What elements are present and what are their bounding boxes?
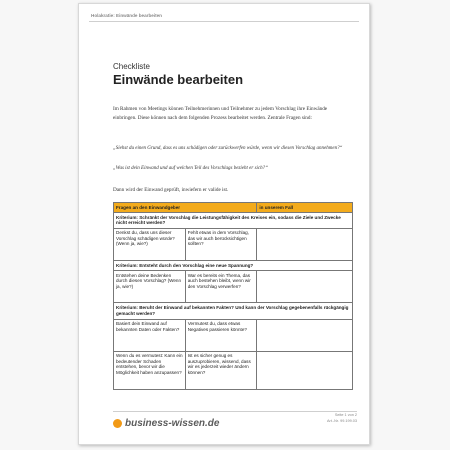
- criterion-2: Kriterium: Entsteht durch den Vorschlag eine neue Spannung?: [114, 260, 353, 271]
- brand-name: business-wissen.de: [125, 418, 220, 429]
- question-cell: Denkst du, dass uns dieser Vorschlag schädigen würde? (Wenn ja, wie?): [114, 228, 186, 260]
- intro-paragraph: Im Rahmen von Meetings können Teilnehmerinnen und Teilnehmer zu jedem Vorschlag ihre Einwände einbringen. Diese können nach dem folgenden Prozess bearbeitet werden. Zentrale Fragen sind:: [113, 106, 328, 121]
- column-header-our-case: in unserem Fall: [257, 203, 353, 213]
- criterion-3: Kriterium: Beruht der Einwand auf bekannten Fakten? Und kann der Vorschlag gegebenenfalls rückgängig gemacht werden?: [114, 303, 353, 319]
- criterion-row: [114, 212, 353, 228]
- question-cell: Fehlt etwas in dem Vorschlag, das wir auch berücksichtigen sollten?: [185, 228, 257, 260]
- criterion-row: [114, 303, 353, 319]
- brand-logo[interactable]: [113, 418, 219, 429]
- criterion-1: Kriterium: Schränkt der Vorschlag die Leistungsfähigkeit des Kreises ein, sodass die Ziele und Zwecke nicht erreicht werden?: [114, 212, 353, 228]
- question-cell: Basiert dein Einwand auf bekannten Daten oder Fakten?: [114, 319, 186, 351]
- article-number: Art.-Nr. 99.199.03: [327, 418, 357, 423]
- brand-dot-icon: [113, 419, 122, 428]
- table-header-row: [114, 203, 353, 213]
- page-number: Seite 1 von 2: [334, 413, 357, 417]
- question-cell: Vermutest du, dass etwas Negatives passieren könnte?: [185, 319, 257, 351]
- column-header-questions: Fragen an den Einwandgeber: [114, 203, 257, 213]
- footer-divider: [113, 411, 357, 412]
- answer-cell[interactable]: [257, 271, 353, 303]
- answer-cell[interactable]: [257, 319, 353, 351]
- document-header: Holakratie: Einwände bearbeiten: [91, 13, 162, 18]
- footer-meta: [327, 413, 357, 424]
- document-title: Einwände bearbeiten: [113, 72, 244, 87]
- central-question-2: „Was ist dein Einwand und auf welchen Teil des Vorschlags bezieht er sich?“: [113, 166, 268, 171]
- table-row: [114, 271, 353, 303]
- document-page: [78, 3, 370, 445]
- table-row: [114, 228, 353, 260]
- question-cell: Ist es sicher genug es auszuprobieren, wissend, dass wir es jederzeit wieder ändern können?: [185, 351, 257, 389]
- central-question-1: „Siehst du einen Grund, dass es uns schädigen oder zurückwerfen würde, wenn wir diesen Vorschlag annehmen?“: [113, 146, 343, 151]
- table-row: [114, 351, 353, 389]
- header-divider: [89, 21, 359, 22]
- checklist-table: [113, 202, 353, 390]
- table-row: [114, 319, 353, 351]
- criterion-row: [114, 260, 353, 271]
- outro-paragraph: Dann wird der Einwand geprüft, inwiefern er valide ist.: [113, 187, 229, 193]
- answer-cell[interactable]: [257, 228, 353, 260]
- question-cell: War es bereits ein Thema, das auch bestehen bleibt, wenn wir den Vorschlag verwerfen?: [185, 271, 257, 303]
- document-kicker: Checkliste: [113, 62, 150, 71]
- question-cell: Entstehen deine Bedenken durch diesen Vorschlag? (Wenn ja, wie?): [114, 271, 186, 303]
- answer-cell[interactable]: [257, 351, 353, 389]
- question-cell: Wenn du es vermutest: Kann ein bedeutender Schaden entstehen, bevor wir die Möglichkeit haben anzupassen?: [114, 351, 186, 389]
